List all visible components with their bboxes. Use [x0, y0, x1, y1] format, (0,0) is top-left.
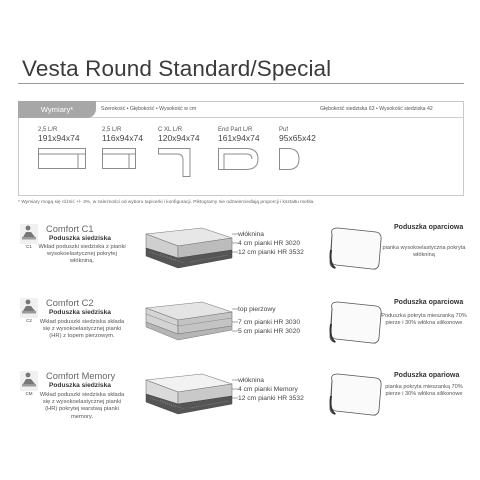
- comfort-subtitle: Poduszka siedziska: [49, 235, 111, 242]
- layer-label: włóknina: [238, 377, 265, 384]
- back-cushion-title: Poduszka oparciowa: [394, 224, 464, 231]
- module-name: C XL L/R: [158, 127, 183, 133]
- comfort-subtitle: Poduszka siedziska: [49, 309, 111, 316]
- layer-label: 12 cm pianki HR 3532: [238, 249, 304, 256]
- module-5: [279, 127, 316, 143]
- back-cushion-description: Poduszka pokryta mieszanką 70% pierze i 30% włókna silikonowe: [381, 313, 467, 326]
- module-dims: 95x65x42: [279, 133, 316, 143]
- module-dims: 161x94x74: [218, 133, 260, 143]
- comfort-icon-label: CM: [25, 391, 33, 396]
- comfort-c2-section: [20, 298, 38, 323]
- module-name: End Part L/R: [218, 127, 253, 133]
- module-1-pictogram: [38, 148, 88, 170]
- module-dims: 191x94x74: [38, 133, 80, 143]
- module-4-pictogram: [218, 148, 260, 172]
- seat-cushion-cross-section: [140, 300, 240, 346]
- back-cushion-icon: [326, 224, 386, 274]
- seat-dimensions: Głębokość siedziska 63 • Wysokość siedziska 42: [320, 106, 433, 112]
- module-name: 2,5 L/R: [38, 127, 58, 133]
- comfort-c1-section: [20, 224, 38, 249]
- module-dims: 120x94x74: [158, 133, 200, 143]
- layer-label: włóknina: [238, 231, 265, 238]
- module-3: [158, 127, 200, 143]
- page-title: Vesta Round Standard/Special: [22, 56, 332, 81]
- back-cushion-title: Poduszka opariowa: [394, 372, 460, 379]
- layer-label: 12 cm pianki HR 3532: [238, 395, 304, 402]
- module-name: 2,5 L/R: [102, 127, 122, 133]
- module-3-pictogram: [158, 148, 194, 178]
- comfort-description: Wkład poduszki siedziska składa się z wysokoelastycznej pianki (HR) z topem pierzowym.: [39, 319, 125, 340]
- module-4: [218, 127, 260, 143]
- layer-label: 5 cm pianki HR 3020: [238, 328, 301, 335]
- comfort-title: Comfort C1: [46, 224, 94, 234]
- seated-person-icon: [20, 224, 38, 244]
- back-cushion-icon: [326, 298, 386, 348]
- module-1: [38, 127, 80, 143]
- title-divider: [18, 83, 464, 84]
- layer-label: 7 cm pianki HR 3030: [238, 319, 301, 326]
- back-cushion-title: Poduszka oparciowa: [394, 299, 464, 306]
- comfort-memory-section: [20, 371, 38, 396]
- comfort-subtitle: Poduszka siedziska: [49, 382, 111, 389]
- seated-person-icon: [20, 371, 38, 391]
- comfort-icon-label: C2: [26, 318, 32, 323]
- module-2-pictogram: [102, 148, 138, 170]
- module-2: [102, 127, 143, 143]
- comfort-description: Wkład poduszki siedziska z pianki wysokoelastycznej pokrytej włókniną.: [38, 244, 126, 265]
- module-5-pictogram: [279, 148, 301, 172]
- layer-label: top pierzowy: [238, 306, 276, 313]
- back-cushion-description: pianka wysokoelastyczna pokryta włókniną: [382, 245, 466, 258]
- back-cushion-description: pianka pokryta mieszanką 70% pierze i 30% włókna silikonowe: [385, 384, 463, 397]
- module-dims: 116x94x74: [102, 133, 143, 143]
- comfort-description: Wkład poduszki siedziska składa się z wysokoelastycznej pianki (HR) pokrytej warstwą pianki memory.: [39, 392, 125, 420]
- dimensions-note: * Wymiary mogą się różnić +/- 3%, w zależności od wyboru tapicerki i konfiguracji. Piktogramy nie odzwierciedlają proporcji i kształtu mebla.: [18, 200, 315, 205]
- layer-label: 4 cm pianki Memory: [238, 386, 298, 393]
- dimensions-badge: Wymiary*: [18, 101, 96, 118]
- module-name: Puf: [279, 127, 289, 133]
- layer-label: 4 cm pianki HR 3020: [238, 240, 301, 247]
- dimensions-units: Szerokość • Głębokość • Wysokość w cm: [101, 106, 197, 112]
- seat-cushion-cross-section: [140, 224, 240, 274]
- comfort-title: Comfort Memory: [46, 371, 116, 381]
- seated-person-icon: [20, 298, 38, 318]
- back-cushion-icon: [326, 370, 386, 420]
- comfort-icon-label: C1: [26, 244, 32, 249]
- comfort-title: Comfort C2: [46, 298, 94, 308]
- seat-cushion-cross-section: [140, 370, 240, 420]
